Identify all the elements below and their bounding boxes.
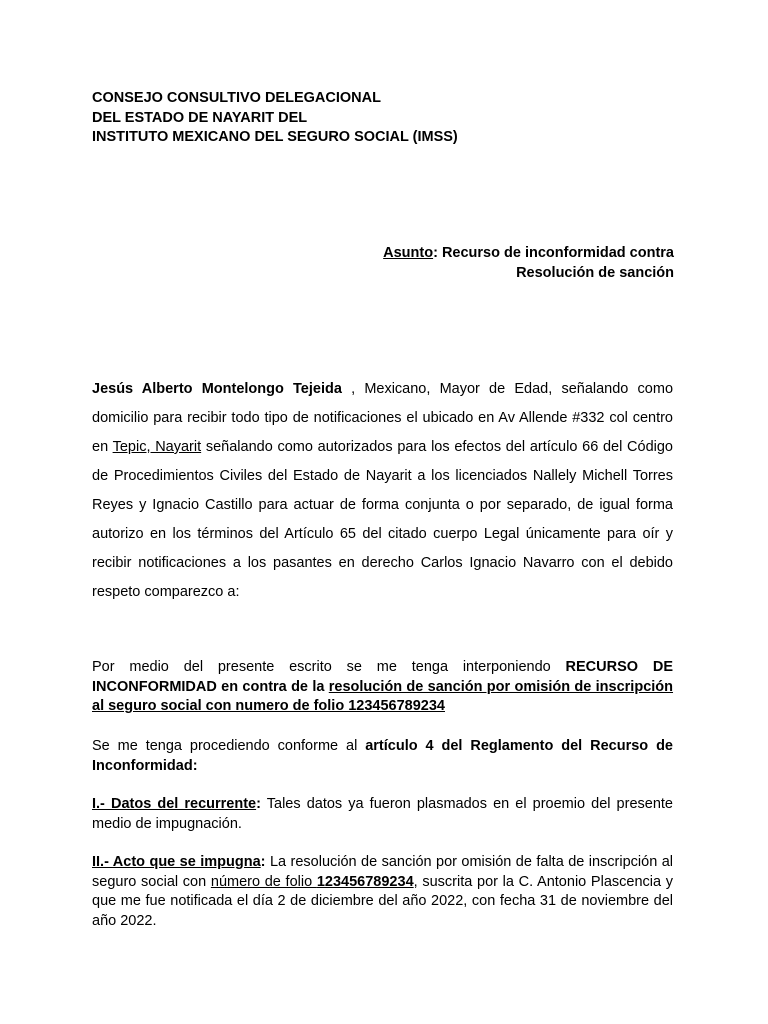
header-line-3: INSTITUTO MEXICANO DEL SEGURO SOCIAL (IMSS) bbox=[92, 129, 458, 145]
filing-resolution-text: resolución de sanción por omisión de inscripción al seguro social con numero de folio 123456789234 bbox=[92, 678, 674, 714]
petitioner-name: Jesús Alberto Montelongo Tejeida bbox=[92, 381, 342, 397]
filing-bold-text: RECURSO DE INCONFORMIDAD en contra de la bbox=[92, 659, 673, 695]
intro-text-2: señalando como autorizados para los efectos del artículo 66 del Código de Procedimientos Civiles del Estado de Nayarit a los licenciados Nallely Michell Torres Reyes y Ignacio Castillo para actuar de forma conjunta o por separado, de igual forma autorizo en los términos del Artículo 65 del citado cuerpo Legal únicamente para oír y recibir notificaciones a los pasantes en derecho Carlos Ignacio Navarro con el debido respeto comparezco a: bbox=[92, 439, 673, 600]
intro-text-1: , Mexicano, Mayor de Edad, señalando como domicilio para recibir todo tipo de notificaciones el ubicado en Av Allende #332 col centro en bbox=[92, 381, 674, 455]
header-line-2: DEL ESTADO DE NAYARIT DEL bbox=[92, 109, 308, 126]
section-two-heading: II.- Acto que se impugna bbox=[92, 854, 261, 870]
folio-number: 123456789234 bbox=[316, 873, 414, 890]
subject-block bbox=[383, 243, 674, 283]
section-one-heading: I.- Datos del recurrente bbox=[92, 796, 257, 812]
intro-place: Tepic, Nayarit bbox=[112, 439, 202, 455]
section-two-text-1: La resolución de sanción por omisión de falta de inscripción al seguro social con bbox=[92, 854, 673, 890]
addressee-header bbox=[92, 89, 458, 148]
subject-label: Asunto bbox=[383, 245, 434, 261]
subject-colon: : bbox=[433, 245, 438, 261]
section-one-text: Tales datos ya fueron plasmados en el proemio del presente medio de impugnación. bbox=[92, 796, 673, 832]
subject-line-2: Resolución de sanción bbox=[516, 265, 674, 281]
folio-label: número de folio bbox=[210, 873, 317, 890]
regulation-bold-text: artículo 4 del Reglamento del Recurso de Inconformidad: bbox=[92, 738, 673, 774]
section-one-paragraph bbox=[92, 795, 673, 834]
subject-line-1 bbox=[383, 243, 674, 263]
section-two-paragraph bbox=[92, 853, 673, 931]
regulation-text: Se me tenga procediendo conforme al bbox=[92, 738, 366, 754]
subject-line-1-text: Recurso de inconformidad contra bbox=[437, 245, 674, 261]
section-two-text-2: , suscrita por la C. Antonio Plascencia y que me fue notificada el día 2 de diciembre del año 2022, con fecha 31 de noviembre del año 2022. bbox=[92, 873, 673, 929]
header-line-1: CONSEJO CONSULTIVO DELEGACIONAL bbox=[92, 90, 381, 106]
section-one-colon: : bbox=[256, 796, 261, 812]
intro-paragraph bbox=[92, 375, 673, 607]
filing-paragraph bbox=[92, 658, 673, 717]
section-two-colon: : bbox=[260, 854, 266, 870]
filing-text: Por medio del presente escrito se me tenga interponiendo bbox=[92, 659, 566, 675]
regulation-paragraph bbox=[92, 737, 673, 776]
